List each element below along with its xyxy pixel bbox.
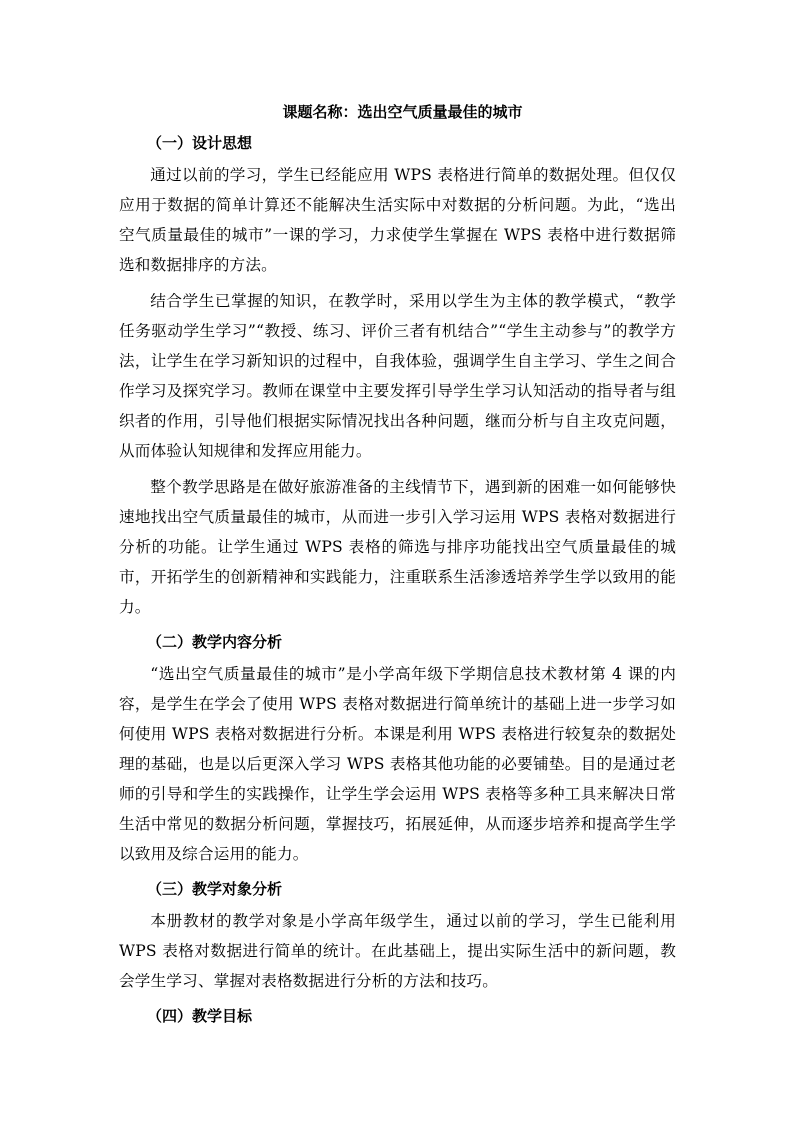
- section-heading-teaching-goals: （四）教学目标: [147, 1007, 253, 1025]
- paragraph: 整个教学思路是在做好旅游准备的主线情节下，遇到新的困难一如何能够快速地找出空气质量最佳的城市，从而进一步引入学习运用 WPS 表格对数据进行分析的功能。让学生通过 WPS 表格的筛选与排序功能找出空气质量最佳的城市，开拓学生的创新精神和实践能力，注重联系生活渗透培养学生学以致用的能力。: [119, 478, 676, 616]
- paragraph: 本册教材的教学对象是小学高年级学生，通过以前的学习，学生已能利用 WPS 表格对数据进行简单的统计。在此基础上，提出实际生活中的新问题，教会学生学习、掌握对表格数据进行分析的方法和技巧。: [119, 912, 676, 990]
- paragraph: 结合学生已掌握的知识，在教学时，采用以学生为主体的教学模式，“教学任务驱动学生学习”“教授、练习、评价三者有机结合”“学生主动参与”的教学方法，让学生在学习新知识的过程中，自我体验，强调学生自主学习、学生之间合作学习及探究学习。教师在课堂中主要发挥引导学生学习认知活动的指导者与组织者的作用，引导他们根据实际情况找出各种问题，继而分析与自主攻克问题，从而体验认知规律和发挥应用能力。: [119, 292, 676, 460]
- section-heading-design-idea: （一）设计思想: [147, 134, 253, 152]
- section-heading-audience-analysis: （三）教学对象分析: [147, 880, 283, 898]
- section-heading-content-analysis: （二）教学内容分析: [147, 633, 283, 651]
- paragraph: “选出空气质量最佳的城市”是小学高年级下学期信息技术教材第 4 课的内容，是学生在学会了使用 WPS 表格对数据进行简单统计的基础上进一步学习如何使用 WPS 表格对数据进行分析。本课是利用 WPS 表格进行较复杂的数据处理的基础，也是以后更深入学习 WPS 表格其他功能的必要铺垫。目的是通过老师的引导和学生的实践操作，让学生学会运用 WPS 表格等多种工具来解决日常生活中常见的数据分析问题，掌握技巧，拓展延伸，从而逐步培养和提高学生学以致用及综合运用的能力。: [119, 665, 676, 863]
- paragraph: 通过以前的学习，学生已经能应用 WPS 表格进行简单的数据处理。但仅仅应用于数据的简单计算还不能解决生活实际中对数据的分析问题。为此，“选出空气质量最佳的城市”一课的学习，力求使学生掌握在 WPS 表格中进行数据筛选和数据排序的方法。: [119, 166, 676, 274]
- document-title: 课题名称：选出空气质量最佳的城市: [282, 103, 523, 121]
- document-body: [119, 98, 676, 1033]
